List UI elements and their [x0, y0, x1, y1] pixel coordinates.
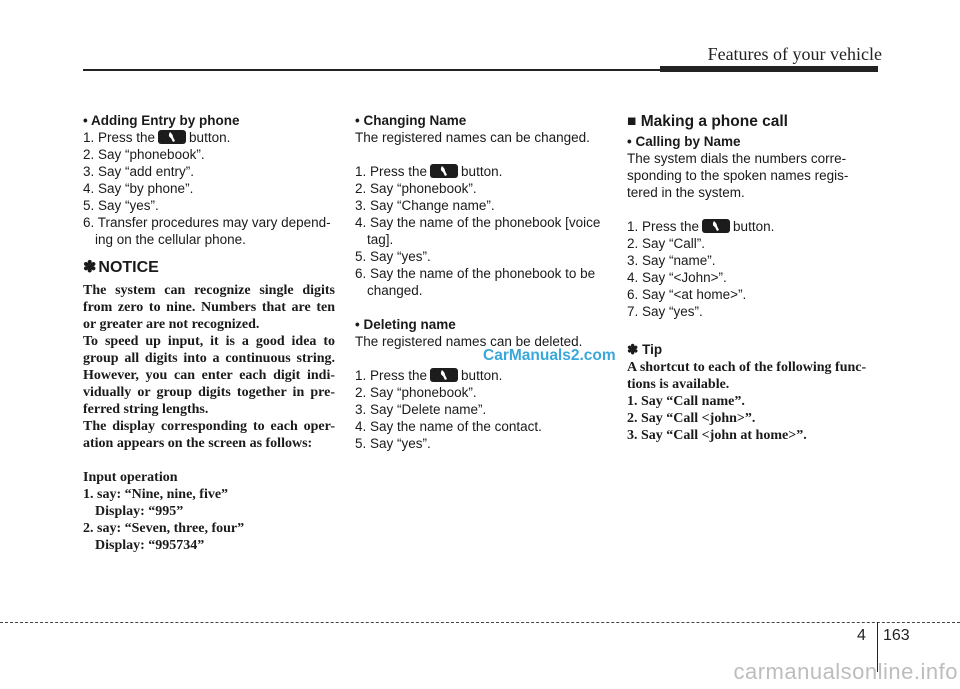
step-4: 4. Say “by phone”. — [83, 181, 194, 196]
step-3: 3. Say “add entry”. — [83, 164, 195, 179]
tip-item-1: 1. Say “Call name”. — [627, 394, 745, 409]
operation-1-display: Display: “995” — [95, 504, 184, 519]
change-step-6-cont: changed. — [367, 283, 423, 298]
spacer — [627, 201, 879, 218]
step-5: 5. Say “yes”. — [83, 198, 159, 213]
operation-2-display: Display: “995734” — [95, 538, 205, 553]
delete-step-1-text: 1. Press the — [355, 368, 428, 383]
input-operation-label: Input operation — [83, 470, 178, 485]
tip-title: Tip — [642, 342, 663, 357]
calling-intro-3: tered in the system. — [627, 185, 745, 200]
footer-rule — [0, 622, 960, 623]
call-step-1 — [627, 218, 879, 235]
deleting-intro: The registered names can be deleted. — [355, 334, 583, 349]
operation-1: 1. say: “Nine, nine, five” — [83, 487, 229, 502]
spacer — [83, 452, 335, 469]
page-number: 163 — [883, 627, 910, 644]
section-deleting-name: • Deleting name — [355, 317, 456, 332]
call-step-4: 4. Say “<John>”. — [627, 270, 727, 285]
section-heading-phone-call — [627, 112, 879, 132]
voice-talk-icon — [158, 130, 186, 144]
spacer — [355, 146, 608, 163]
change-step-4-cont: tag]. — [367, 232, 394, 247]
notice-paragraph-1: The system can recognize single digits from zero to nine. Numbers that are ten or greater are not recognized. — [83, 283, 335, 332]
voice-talk-icon — [430, 368, 458, 382]
change-step-5: 5. Say “yes”. — [355, 249, 431, 264]
spacer — [355, 299, 608, 316]
change-step-1-suffix: button. — [461, 164, 503, 179]
step-1-text: 1. Press the — [83, 130, 156, 145]
section-calling-by-name: • Calling by Name — [627, 134, 741, 149]
step-2: 2. Say “phonebook”. — [83, 147, 205, 162]
header-title: Features of your vehicle — [707, 44, 882, 64]
step-6: 6. Transfer procedures may vary depend- — [83, 215, 331, 230]
step-1 — [83, 129, 335, 146]
column-2 — [355, 112, 608, 452]
step-1-suffix: button. — [189, 130, 231, 145]
footer-site-watermark: carmanualsonline.info — [733, 659, 958, 684]
tip-heading — [627, 341, 879, 359]
header-rule-accent — [660, 66, 878, 72]
calling-intro-2: sponding to the spoken names regis- — [627, 168, 849, 183]
call-step-2: 2. Say “Call”. — [627, 236, 706, 251]
delete-step-3: 3. Say “Delete name”. — [355, 402, 487, 417]
column-3 — [627, 112, 879, 444]
change-step-1 — [355, 163, 608, 180]
delete-step-5: 5. Say “yes”. — [355, 436, 431, 451]
change-step-4: 4. Say the name of the phonebook [voice — [355, 215, 601, 230]
tip-star-icon: ✽ — [627, 342, 639, 357]
section-adding-entry: • Adding Entry by phone — [83, 113, 240, 128]
change-step-6: 6. Say the name of the phonebook to be — [355, 266, 596, 281]
delete-step-1-suffix: button. — [461, 368, 503, 383]
tip-item-3: 3. Say “Call <john at home>”. — [627, 428, 807, 443]
step-6-cont: ing on the cellular phone. — [95, 232, 246, 247]
notice-paragraph-3: The display corresponding to each oper-ation appears on the screen as follows: — [83, 419, 335, 451]
column-1 — [83, 112, 335, 554]
chapter-number: 4 — [857, 627, 866, 644]
spacer — [627, 320, 879, 337]
call-step-7: 7. Say “yes”. — [627, 304, 703, 319]
notice-paragraph-2: To speed up input, it is a good idea to group all digits into a continuous string. However, you can enter each digit indi-vidually or group digits together in pre-ferred string lengths. — [83, 334, 335, 417]
call-step-6: 6. Say “<at home>”. — [627, 287, 747, 302]
tip-line-1: A shortcut to each of the following func- — [627, 360, 867, 375]
change-step-1-text: 1. Press the — [355, 164, 428, 179]
section-heading-text: Making a phone call — [640, 113, 788, 130]
delete-step-2: 2. Say “phonebook”. — [355, 385, 477, 400]
call-step-1-text: 1. Press the — [627, 219, 700, 234]
notice-title: NOTICE — [98, 259, 159, 276]
square-bullet-icon: ■ — [627, 113, 637, 130]
delete-step-1 — [355, 367, 608, 384]
tip-line-2: tions is available. — [627, 377, 730, 392]
watermark: CarManuals2.com — [483, 347, 616, 364]
calling-intro-1: The system dials the numbers corre- — [627, 151, 847, 166]
section-changing-name: • Changing Name — [355, 113, 467, 128]
change-step-3: 3. Say “Change name”. — [355, 198, 495, 213]
voice-talk-icon — [702, 219, 730, 233]
call-step-1-suffix: button. — [733, 219, 775, 234]
operation-2: 2. say: “Seven, three, four” — [83, 521, 245, 536]
tip-item-2: 2. Say “Call <john>”. — [627, 411, 756, 426]
delete-step-4: 4. Say the name of the contact. — [355, 419, 542, 434]
change-step-2: 2. Say “phonebook”. — [355, 181, 477, 196]
voice-talk-icon — [430, 164, 458, 178]
notice-star-icon: ✽ — [83, 259, 97, 276]
changing-intro: The registered names can be changed. — [355, 130, 590, 145]
call-step-3: 3. Say “name”. — [627, 253, 716, 268]
notice-heading — [83, 258, 335, 278]
